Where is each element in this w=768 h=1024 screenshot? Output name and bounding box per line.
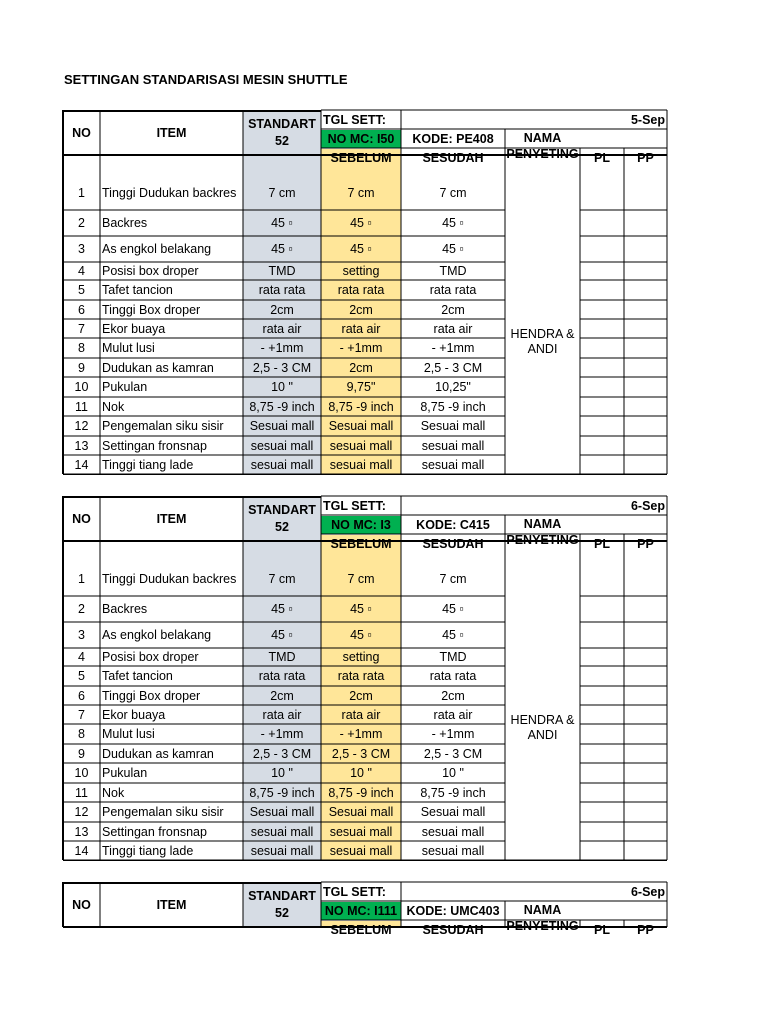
row-item: Settingan fronsnap	[102, 824, 207, 839]
row-standart: 8,75 -9 inch	[249, 785, 315, 800]
header-nama: NAMA	[523, 903, 562, 917]
header-tgl-sett: TGL SETT:	[323, 498, 386, 513]
row-item: Nok	[102, 785, 125, 800]
row-item: Ekor buaya	[102, 707, 166, 722]
row-item: Tafet tancion	[102, 669, 173, 683]
row-sesudah: TMD	[439, 650, 467, 664]
row-sebelum: 45 ▫	[350, 242, 372, 256]
row-item: Tinggi Box droper	[102, 302, 201, 317]
header-standart-number: 52	[275, 906, 289, 920]
row-sesudah: 45 ▫	[442, 628, 464, 642]
row-number: 9	[78, 360, 85, 375]
row-number: 3	[78, 628, 85, 642]
header-no: NO	[72, 898, 91, 912]
row-sebelum: sesuai mall	[329, 438, 393, 453]
row-sesudah: 7 cm	[439, 185, 467, 200]
row-standart: 2,5 - 3 CM	[252, 746, 312, 761]
row-number: 9	[78, 746, 85, 761]
header-standart-number: 52	[275, 134, 289, 148]
row-number: 13	[74, 438, 89, 453]
row-sebelum: setting	[342, 264, 380, 278]
row-standart: 2,5 - 3 CM	[252, 360, 312, 375]
row-number: 12	[74, 419, 89, 433]
row-sesudah: sesuai mall	[421, 843, 485, 858]
row-sebelum: 9,75"	[346, 380, 376, 394]
row-number: 5	[78, 669, 85, 683]
row-sebelum: 2,5 - 3 CM	[331, 746, 391, 761]
row-item: Pengemalan siku sisir	[102, 419, 224, 433]
row-standart: rata air	[262, 321, 302, 336]
row-item: Backres	[102, 216, 148, 230]
row-sebelum: 10 "	[350, 766, 372, 780]
header-pp: PP	[637, 537, 654, 551]
header-nama: NAMA	[523, 131, 562, 145]
header-standart: STANDART	[248, 889, 316, 903]
row-number: 2	[78, 602, 85, 616]
row-standart: 10 "	[271, 766, 293, 780]
row-item: Backres	[102, 602, 148, 616]
header-sesudah: SESUDAH	[422, 536, 484, 551]
row-sesudah: Sesuai mall	[420, 419, 486, 433]
row-standart: sesuai mall	[250, 457, 314, 472]
row-sesudah: rata rata	[429, 283, 477, 297]
row-sesudah: rata air	[433, 321, 473, 336]
header-penyeting: PENYETING	[506, 147, 579, 161]
header-no-mc: NO MC: I50	[327, 131, 395, 146]
row-standart: 7 cm	[268, 185, 296, 200]
header-kode: KODE: PE408	[412, 131, 494, 146]
header-pp: PP	[637, 923, 654, 937]
row-number: 6	[78, 688, 85, 703]
header-no: NO	[72, 126, 91, 140]
row-number: 10	[74, 766, 89, 780]
row-item: Mulut lusi	[102, 341, 155, 355]
row-sesudah: sesuai mall	[421, 824, 485, 839]
row-sebelum: 7 cm	[347, 185, 375, 200]
row-sebelum: 2cm	[349, 302, 373, 317]
header-standart-number: 52	[275, 520, 289, 534]
row-item: As engkol belakang	[102, 628, 212, 642]
row-sesudah: Sesuai mall	[420, 805, 486, 819]
row-item: Tinggi Dudukan backres	[102, 185, 237, 200]
row-number: 11	[75, 399, 88, 414]
header-sebelum: SEBELUM	[330, 536, 392, 551]
row-standart: 8,75 -9 inch	[249, 399, 315, 414]
header-penyeting: PENYETING	[506, 533, 579, 547]
row-number: 2	[78, 216, 85, 230]
row-sebelum: 2cm	[349, 360, 373, 375]
row-item: As engkol belakang	[102, 242, 212, 256]
header-date: 5-Sep	[630, 112, 665, 127]
row-sesudah: 2cm	[441, 688, 465, 703]
row-sebelum: 8,75 -9 inch	[328, 785, 394, 800]
header-nama: NAMA	[523, 517, 562, 531]
row-number: 6	[78, 302, 85, 317]
row-number: 3	[78, 242, 85, 256]
row-sesudah: 8,75 -9 inch	[420, 785, 486, 800]
header-item: ITEM	[156, 898, 187, 912]
row-standart: rata rata	[258, 283, 306, 297]
row-number: 7	[78, 707, 85, 722]
row-sebelum: sesuai mall	[329, 824, 393, 839]
row-item: Pukulan	[102, 380, 148, 394]
row-item: Dudukan as kamran	[102, 360, 214, 375]
row-number: 4	[78, 264, 85, 278]
row-item: Dudukan as kamran	[102, 746, 214, 761]
penyeting-name: ANDI	[527, 727, 558, 742]
row-sesudah: 2,5 - 3 CM	[423, 360, 483, 375]
row-number: 7	[78, 321, 85, 336]
row-sesudah: rata rata	[429, 669, 477, 683]
row-item: Posisi box droper	[102, 650, 199, 664]
header-item: ITEM	[156, 512, 187, 526]
row-sebelum: 45 ▫	[350, 628, 372, 642]
row-sebelum: - +1mm	[339, 341, 383, 355]
document-title: SETTINGAN STANDARISASI MESIN SHUTTLE	[64, 72, 348, 87]
row-number: 12	[74, 805, 89, 819]
row-sesudah: 10,25"	[435, 380, 471, 394]
row-standart: 45 ▫	[271, 242, 293, 256]
header-sebelum: SEBELUM	[330, 922, 392, 937]
row-standart: Sesuai mall	[249, 419, 315, 433]
header-kode: KODE: C415	[416, 517, 490, 532]
row-sebelum: Sesuai mall	[328, 805, 394, 819]
penyeting-name: ANDI	[527, 341, 558, 356]
row-number: 14	[74, 457, 89, 472]
row-standart: sesuai mall	[250, 843, 314, 858]
penyeting-name: HENDRA &	[510, 326, 575, 341]
row-sebelum: 45 ▫	[350, 602, 372, 616]
row-standart: 45 ▫	[271, 602, 293, 616]
row-item: Settingan fronsnap	[102, 438, 207, 453]
row-standart: TMD	[268, 264, 296, 278]
row-number: 14	[74, 843, 89, 858]
header-pl: PL	[594, 537, 610, 551]
row-standart: Sesuai mall	[249, 805, 315, 819]
row-number: 4	[78, 650, 85, 664]
row-number: 11	[75, 785, 88, 800]
header-pl: PL	[594, 923, 610, 937]
header-pp: PP	[637, 151, 654, 165]
row-sebelum: rata rata	[337, 669, 385, 683]
row-sesudah: 45 ▫	[442, 602, 464, 616]
row-item: Pukulan	[102, 766, 148, 780]
row-item: Posisi box droper	[102, 264, 199, 278]
header-no-mc: NO MC: I3	[331, 517, 391, 532]
row-standart: 2cm	[270, 302, 294, 317]
row-number: 5	[78, 283, 85, 297]
header-date: 6-Sep	[630, 884, 665, 899]
row-sebelum: 2cm	[349, 688, 373, 703]
row-item: Nok	[102, 399, 125, 414]
row-sesudah: rata air	[433, 707, 473, 722]
row-item: Mulut lusi	[102, 727, 155, 741]
row-standart: 10 "	[271, 380, 293, 394]
row-sebelum: rata air	[341, 321, 381, 336]
row-sesudah: 2cm	[441, 302, 465, 317]
row-sebelum: rata rata	[337, 283, 385, 297]
header-no-mc: NO MC: I111	[324, 903, 398, 918]
row-standart: 45 ▫	[271, 216, 293, 230]
row-sebelum: 45 ▫	[350, 216, 372, 230]
row-standart: 45 ▫	[271, 628, 293, 642]
row-number: 1	[78, 571, 85, 586]
header-item: ITEM	[156, 126, 187, 140]
row-standart: sesuai mall	[250, 438, 314, 453]
row-standart: rata rata	[258, 669, 306, 683]
header-kode: KODE: UMC403	[406, 903, 500, 918]
row-sesudah: 10 "	[442, 766, 464, 780]
row-sesudah: 8,75 -9 inch	[420, 399, 486, 414]
row-sebelum: sesuai mall	[329, 843, 393, 858]
row-sebelum: 8,75 -9 inch	[328, 399, 394, 414]
row-sesudah: 7 cm	[439, 571, 467, 586]
header-sesudah: SESUDAH	[422, 150, 484, 165]
header-tgl-sett: TGL SETT:	[323, 884, 386, 899]
row-item: Tinggi Dudukan backres	[102, 571, 237, 586]
row-sesudah: - +1mm	[431, 341, 475, 355]
row-number: 8	[78, 341, 85, 355]
header-tgl-sett: TGL SETT:	[323, 112, 386, 127]
header-penyeting: PENYETING	[506, 919, 579, 933]
row-standart: TMD	[268, 650, 296, 664]
row-item: Ekor buaya	[102, 321, 166, 336]
header-standart: STANDART	[248, 117, 316, 131]
row-item: Tinggi tiang lade	[102, 843, 194, 858]
row-sesudah: sesuai mall	[421, 438, 485, 453]
row-number: 1	[78, 185, 85, 200]
row-sesudah: 45 ▫	[442, 242, 464, 256]
row-sebelum: Sesuai mall	[328, 419, 394, 433]
row-standart: - +1mm	[260, 341, 304, 355]
header-pl: PL	[594, 151, 610, 165]
row-standart: - +1mm	[260, 727, 304, 741]
row-standart: rata air	[262, 707, 302, 722]
row-item: Tafet tancion	[102, 283, 173, 297]
row-item: Pengemalan siku sisir	[102, 805, 224, 819]
row-sebelum: - +1mm	[339, 727, 383, 741]
row-number: 8	[78, 727, 85, 741]
row-sesudah: 45 ▫	[442, 216, 464, 230]
penyeting-name: HENDRA &	[510, 712, 575, 727]
header-no: NO	[72, 512, 91, 526]
row-item: Tinggi Box droper	[102, 688, 201, 703]
row-sesudah: TMD	[439, 264, 467, 278]
header-standart: STANDART	[248, 503, 316, 517]
row-sebelum: setting	[342, 650, 380, 664]
row-number: 10	[74, 380, 89, 394]
header-sebelum: SEBELUM	[330, 150, 392, 165]
row-sesudah: - +1mm	[431, 727, 475, 741]
header-sesudah: SESUDAH	[422, 922, 484, 937]
row-sesudah: sesuai mall	[421, 457, 485, 472]
row-item: Tinggi tiang lade	[102, 457, 194, 472]
row-standart: 2cm	[270, 688, 294, 703]
row-sesudah: 2,5 - 3 CM	[423, 746, 483, 761]
row-sebelum: rata air	[341, 707, 381, 722]
row-number: 13	[74, 824, 89, 839]
row-sebelum: sesuai mall	[329, 457, 393, 472]
row-standart: 7 cm	[268, 571, 296, 586]
row-standart: sesuai mall	[250, 824, 314, 839]
header-date: 6-Sep	[630, 498, 665, 513]
row-sebelum: 7 cm	[347, 571, 375, 586]
